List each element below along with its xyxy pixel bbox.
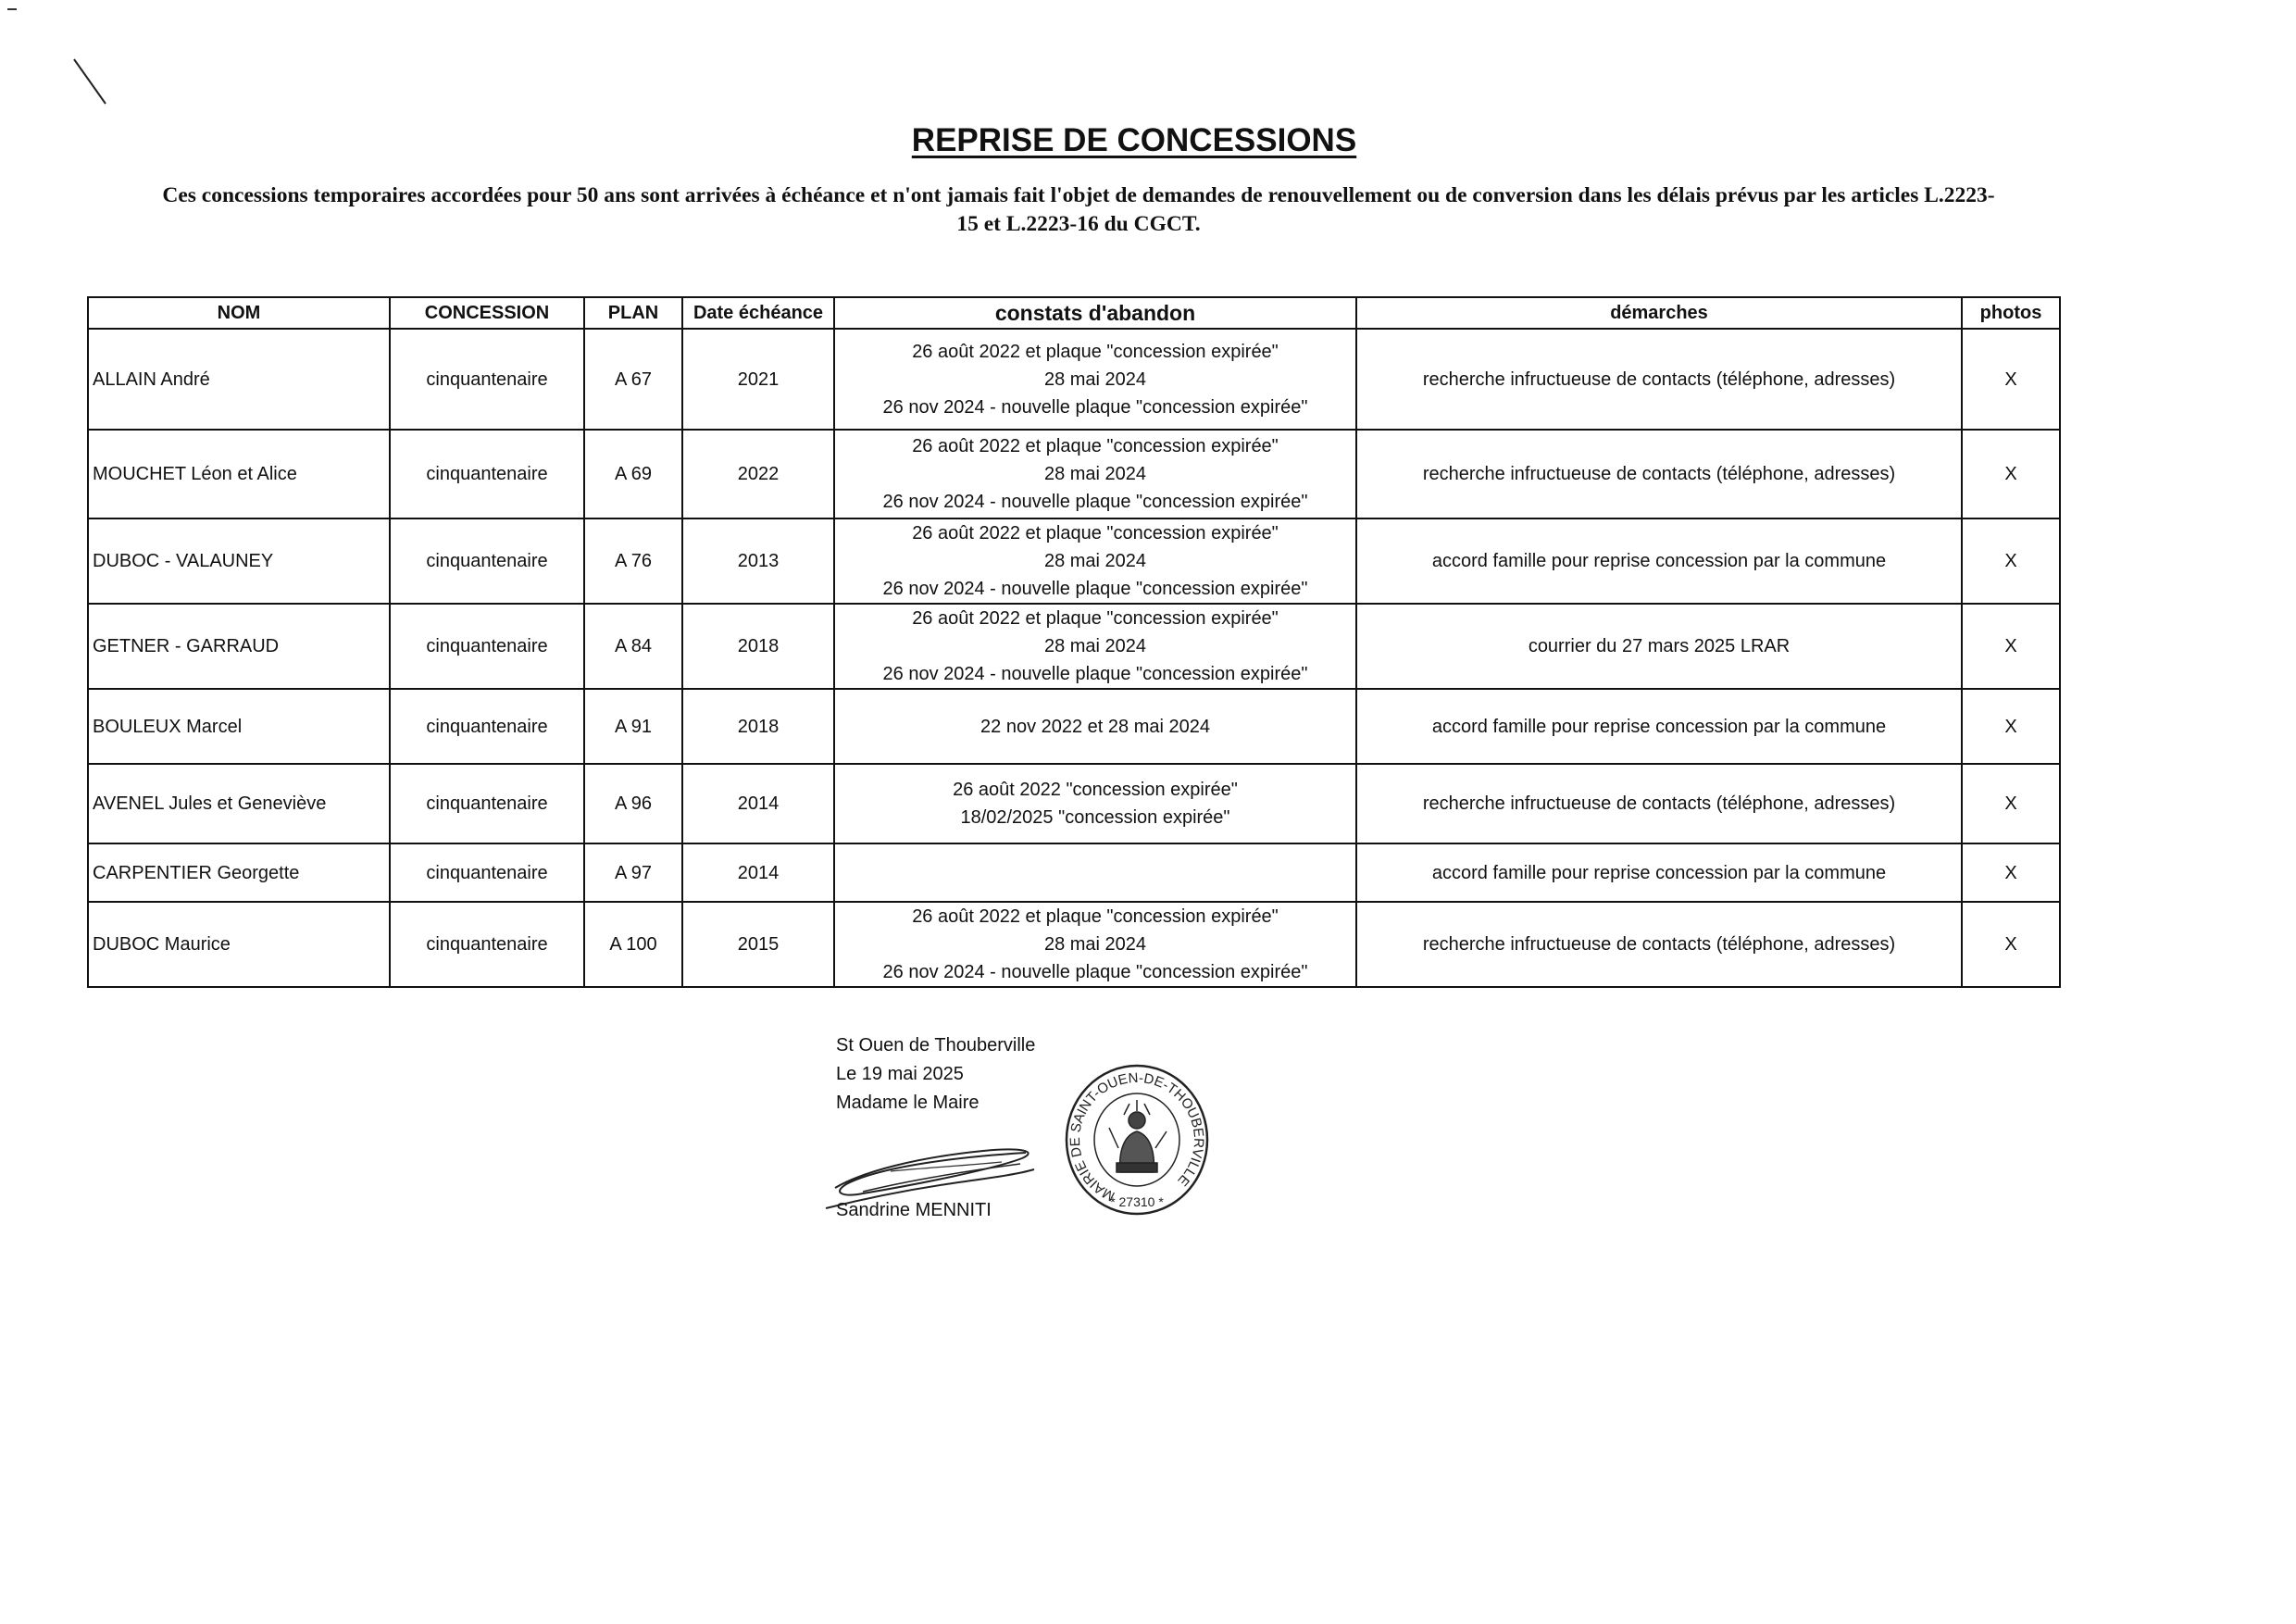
cell-nom: DUBOC - VALAUNEY xyxy=(88,518,390,604)
table-row xyxy=(88,329,2060,430)
cell-photos: X xyxy=(1962,430,2060,518)
constat-line: 26 août 2022 "concession expirée" xyxy=(953,780,1238,800)
table-row xyxy=(88,843,2060,902)
constat-line: 28 mai 2024 xyxy=(1043,636,1147,656)
cell-plan: A 76 xyxy=(584,518,682,604)
cell-concession: cinquantenaire xyxy=(390,689,584,764)
cell-demarches: recherche infructueuse de contacts (téléphone, adresses) xyxy=(1356,764,1962,843)
signature-role: Madame le Maire xyxy=(836,1093,980,1113)
constat-line: 26 août 2022 et plaque "concession expirée" xyxy=(912,906,1279,927)
cell-demarches: accord famille pour reprise concession par la commune xyxy=(1356,843,1962,902)
seal-postcode: * 27310 * xyxy=(1110,1194,1164,1209)
cell-constats xyxy=(834,604,1356,689)
cell-constats xyxy=(834,843,1356,902)
cell-nom: BOULEUX Marcel xyxy=(88,689,390,764)
cell-nom: GETNER - GARRAUD xyxy=(88,604,390,689)
constat-line: 28 mai 2024 xyxy=(1043,464,1147,484)
constat-line: 26 nov 2024 - nouvelle plaque "concession expirée" xyxy=(882,492,1308,512)
cell-date: 2014 xyxy=(682,764,834,843)
cell-date: 2015 xyxy=(682,902,834,987)
header-demarches: démarches xyxy=(1356,297,1962,329)
header-photos: photos xyxy=(1962,297,2060,329)
cell-constats xyxy=(834,430,1356,518)
header-date: Date échéance xyxy=(682,297,834,329)
signature-date: Le 19 mai 2025 xyxy=(836,1064,964,1084)
scan-mark xyxy=(0,0,130,120)
mairie-seal-icon xyxy=(1063,1063,1211,1220)
table-header-row xyxy=(88,297,2060,329)
cell-date: 2022 xyxy=(682,430,834,518)
signatory-name: Sandrine MENNITI xyxy=(836,1200,992,1220)
cell-constats xyxy=(834,518,1356,604)
constat-line: 26 nov 2024 - nouvelle plaque "concession expirée" xyxy=(882,664,1308,684)
constat-line: 28 mai 2024 xyxy=(1043,934,1147,955)
constat-line: 18/02/2025 "concession expirée" xyxy=(960,807,1230,828)
constat-line: 26 nov 2024 - nouvelle plaque "concession expirée" xyxy=(882,962,1308,982)
constat-line: 26 août 2022 et plaque "concession expirée" xyxy=(912,341,1279,362)
cell-concession: cinquantenaire xyxy=(390,764,584,843)
cell-concession: cinquantenaire xyxy=(390,902,584,987)
constat-line: 28 mai 2024 xyxy=(1043,369,1147,390)
cell-nom: CARPENTIER Georgette xyxy=(88,843,390,902)
page-title: REPRISE DE CONCESSIONS xyxy=(911,122,1357,158)
signature-block xyxy=(836,1031,1035,1118)
cell-demarches: accord famille pour reprise concession par la commune xyxy=(1356,689,1962,764)
cell-demarches: courrier du 27 mars 2025 LRAR xyxy=(1356,604,1962,689)
header-nom: NOM xyxy=(88,297,390,329)
cell-demarches: recherche infructueuse de contacts (téléphone, adresses) xyxy=(1356,902,1962,987)
cell-photos: X xyxy=(1962,689,2060,764)
table-row xyxy=(88,430,2060,518)
cell-plan: A 100 xyxy=(584,902,682,987)
header-plan: PLAN xyxy=(584,297,682,329)
intro-line: Ces concessions temporaires accordées pour 50 ans sont arrivées à échéance et n'ont jamais fait l'objet de demandes de renouvellement ou de conversion dans les délais prévus par les articles L.2223- xyxy=(162,183,1995,207)
table-row xyxy=(88,689,2060,764)
cell-nom: DUBOC Maurice xyxy=(88,902,390,987)
cell-constats xyxy=(834,689,1356,764)
cell-date: 2018 xyxy=(682,604,834,689)
header-concession: CONCESSION xyxy=(390,297,584,329)
constat-line: 26 août 2022 et plaque "concession expirée" xyxy=(912,436,1279,456)
signature-place: St Ouen de Thouberville xyxy=(836,1035,1036,1056)
cell-plan: A 67 xyxy=(584,329,682,430)
cell-constats xyxy=(834,902,1356,987)
cell-plan: A 97 xyxy=(584,843,682,902)
intro-line: 15 et L.2223-16 du CGCT. xyxy=(956,212,1201,236)
cell-plan: A 96 xyxy=(584,764,682,843)
cell-demarches: recherche infructueuse de contacts (téléphone, adresses) xyxy=(1356,329,1962,430)
cell-date: 2018 xyxy=(682,689,834,764)
cell-plan: A 91 xyxy=(584,689,682,764)
cell-demarches: recherche infructueuse de contacts (téléphone, adresses) xyxy=(1356,430,1962,518)
constat-line: 26 août 2022 et plaque "concession expirée" xyxy=(912,523,1279,543)
cell-photos: X xyxy=(1962,843,2060,902)
header-constats: constats d'abandon xyxy=(834,297,1356,329)
cell-photos: X xyxy=(1962,604,2060,689)
cell-date: 2021 xyxy=(682,329,834,430)
cell-photos: X xyxy=(1962,329,2060,430)
cell-concession: cinquantenaire xyxy=(390,518,584,604)
table-row xyxy=(88,604,2060,689)
constat-line: 28 mai 2024 xyxy=(1043,551,1147,571)
constat-line: 26 nov 2024 - nouvelle plaque "concession expirée" xyxy=(882,396,1308,418)
cell-photos: X xyxy=(1962,902,2060,987)
cell-date: 2014 xyxy=(682,843,834,902)
cell-plan: A 69 xyxy=(584,430,682,518)
intro-paragraph xyxy=(83,181,2074,239)
constat-line: 26 nov 2024 - nouvelle plaque "concession expirée" xyxy=(882,579,1308,599)
cell-concession: cinquantenaire xyxy=(390,329,584,430)
constat-line: 22 nov 2022 et 28 mai 2024 xyxy=(980,716,1210,737)
table-row xyxy=(88,902,2060,987)
table-row xyxy=(88,764,2060,843)
cell-concession: cinquantenaire xyxy=(390,430,584,518)
cell-plan: A 84 xyxy=(584,604,682,689)
seal-ring-text: MAIRIE DE SAINT-OUEN-DE-THOUBERVILLE xyxy=(1067,1069,1207,1205)
concessions-table xyxy=(87,296,2061,988)
cell-demarches: accord famille pour reprise concession par la commune xyxy=(1356,518,1962,604)
cell-concession: cinquantenaire xyxy=(390,843,584,902)
constat-line: 26 août 2022 et plaque "concession expirée" xyxy=(912,608,1279,629)
table-row xyxy=(88,518,2060,604)
cell-concession: cinquantenaire xyxy=(390,604,584,689)
cell-constats xyxy=(834,329,1356,430)
cell-constats xyxy=(834,764,1356,843)
cell-nom: ALLAIN André xyxy=(88,329,390,430)
cell-date: 2013 xyxy=(682,518,834,604)
cell-nom: AVENEL Jules et Geneviève xyxy=(88,764,390,843)
cell-photos: X xyxy=(1962,764,2060,843)
cell-nom: MOUCHET Léon et Alice xyxy=(88,430,390,518)
cell-photos: X xyxy=(1962,518,2060,604)
